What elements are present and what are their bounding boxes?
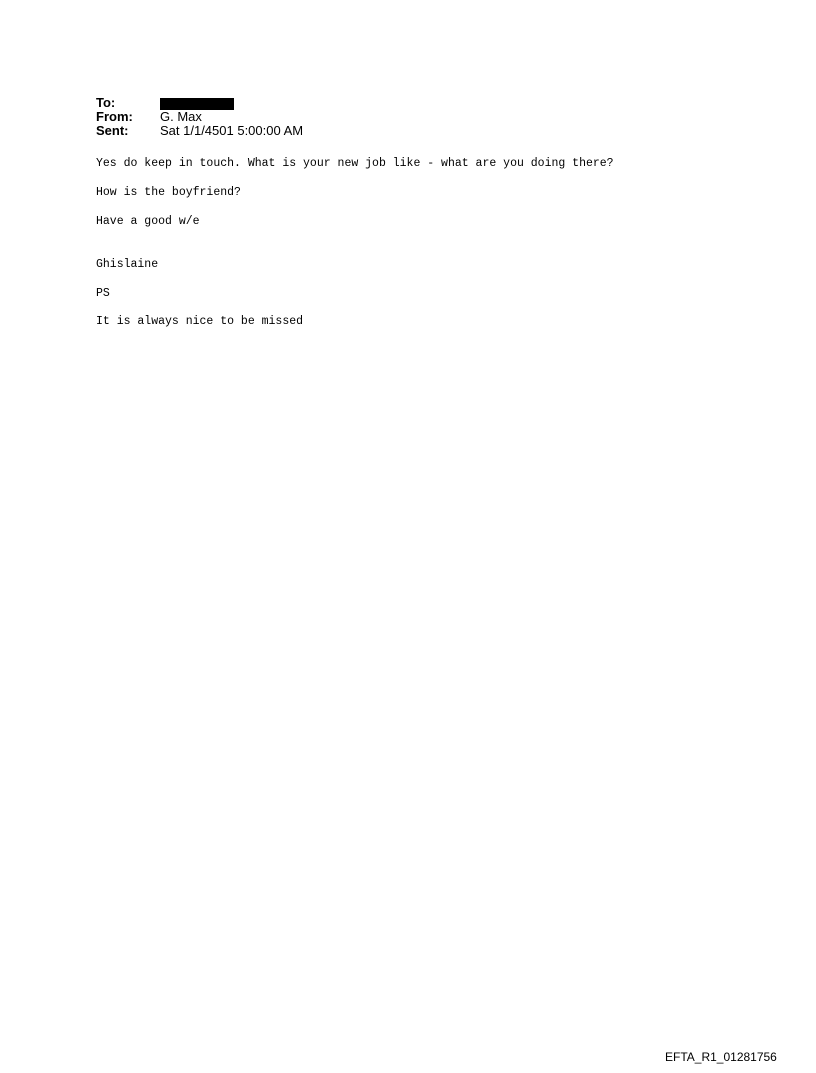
postscript-text: It is always nice to be missed (96, 315, 304, 328)
from-label: From: (96, 109, 133, 124)
to-label: To: (96, 95, 116, 110)
from-value: G. Max (160, 109, 202, 124)
document-id: EFTA_R1_01281756 (665, 1050, 777, 1064)
postscript-label: PS (96, 287, 110, 300)
email-body (96, 157, 614, 328)
body-line-boyfriend: How is the boyfriend? (96, 186, 241, 199)
body-line-good-weekend: Have a good w/e (96, 215, 200, 228)
email-header (96, 96, 303, 138)
sent-label: Sent: (96, 123, 129, 138)
signature-name: Ghislaine (96, 258, 159, 271)
sent-row (96, 124, 303, 138)
body-line-keep-in-touch: Yes do keep in touch. What is your new job like - what are you doing there? (96, 157, 614, 170)
redacted-recipient (160, 98, 234, 110)
from-row (96, 110, 303, 124)
sent-value: Sat 1/1/4501 5:00:00 AM (160, 123, 304, 138)
to-row (96, 96, 303, 110)
